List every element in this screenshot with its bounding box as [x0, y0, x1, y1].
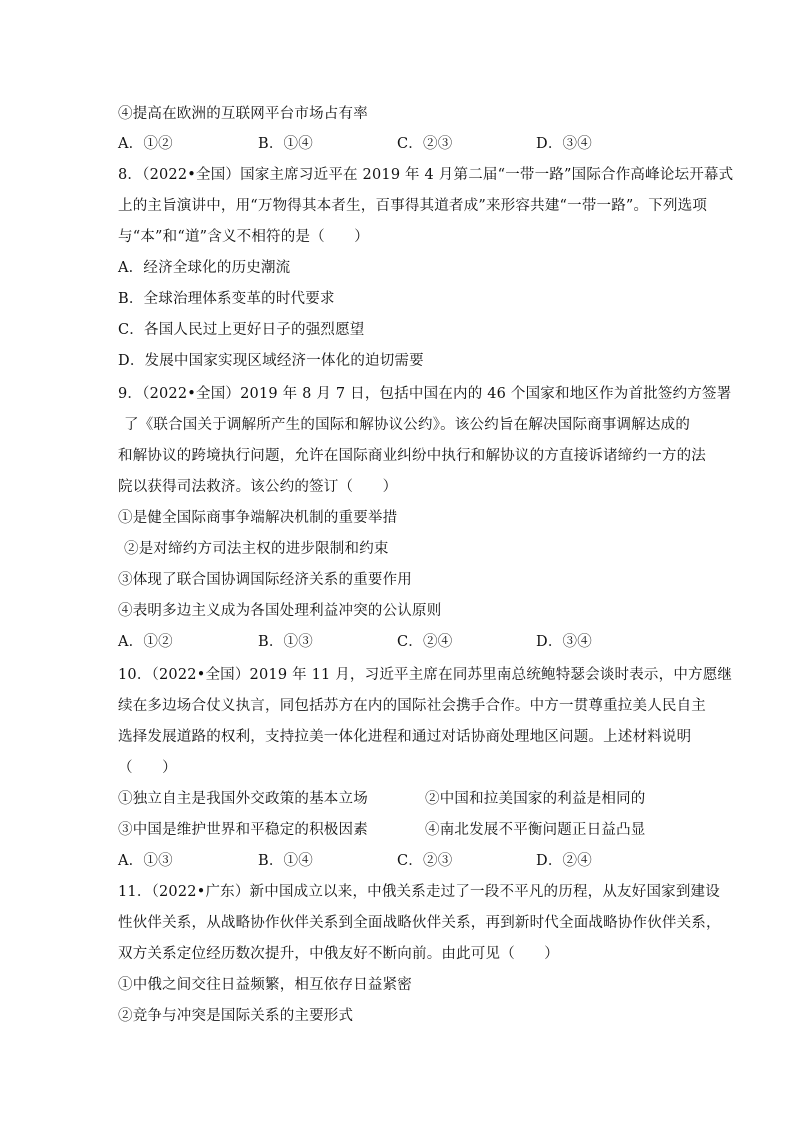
- q10-stem-line-2: 续在多边场合仗义执言，同包括苏方在内的国际社会携手合作。中方一贯尊重拉美人民自主: [118, 698, 706, 714]
- q9-option-b[interactable]: B．①③: [258, 634, 313, 650]
- q9-option-d[interactable]: D．③④: [536, 634, 592, 650]
- q9-item-3: ③体现了联合国协调国际经济关系的重要作用: [118, 572, 412, 588]
- q8-stem-line-1: 8．（2022•全国）国家主席习近平在 2019 年 4 月第二届“一带一路”国际合作高峰论坛开幕式: [118, 167, 734, 183]
- q8-stem-line-2: 上的主旨演讲中，用“万物得其本者生，百事得其道者成”来形容共建“一带一路”。下列选项: [118, 198, 708, 214]
- q9-item-2: ②是对缔约方司法主权的进步限制和约束: [124, 541, 389, 557]
- q9-option-a[interactable]: A．①②: [118, 634, 173, 650]
- q7-option-a[interactable]: A．①②: [118, 136, 173, 152]
- q7-option-b[interactable]: B．①④: [258, 136, 313, 152]
- q7-item-4: ④提高在欧洲的互联网平台市场占有率: [118, 106, 368, 122]
- q8-choice-b[interactable]: B．全球治理体系变革的时代要求: [118, 291, 335, 307]
- q8-stem-line-3: 与“本”和“道”含义不相符的是（ ）: [118, 229, 369, 245]
- q9-stem-line-2: 了《联合国关于调解所产生的国际和解协议公约》。该公约旨在解决国际商事调解达成的: [124, 417, 691, 433]
- q11-stem-line-3: 双方关系定位经历数次提升，中俄友好不断向前。由此可见（ ）: [118, 946, 559, 962]
- q8-choice-a[interactable]: A．经济全球化的历史潮流: [118, 260, 291, 276]
- q10-item-2: ②中国和拉美国家的利益是相同的: [425, 791, 646, 807]
- q10-option-c[interactable]: C．②③: [397, 853, 453, 869]
- q10-option-b[interactable]: B．①④: [258, 853, 313, 869]
- q11-stem-line-2: 性伙伴关系，从战略协作伙伴关系到全面战略伙伴关系，再到新时代全面战略协作伙伴关系，: [118, 915, 721, 931]
- q9-stem-line-4: 院以获得司法救济。该公约的签订（ ）: [118, 479, 398, 495]
- q9-item-4: ④表明多边主义成为各国处理利益冲突的公认原则: [118, 603, 442, 619]
- q11-item-2: ②竞争与冲突是国际关系的主要形式: [118, 1008, 354, 1024]
- q7-option-c[interactable]: C．②③: [397, 136, 453, 152]
- q10-item-3: ③中国是维护世界和平稳定的积极因素: [118, 822, 368, 838]
- q10-item-4: ④南北发展不平衡问题正日益凸显: [425, 822, 646, 838]
- q9-stem-line-3: 和解协议的跨境执行问题，允许在国际商业纠纷中执行和解协议的方直接诉诸缔约一方的法: [118, 448, 706, 464]
- q8-choice-d[interactable]: D．发展中国家实现区域经济一体化的迫切需要: [118, 353, 424, 369]
- q10-item-1: ①独立自主是我国外交政策的基本立场: [118, 791, 368, 807]
- q10-option-d[interactable]: D．②④: [536, 853, 592, 869]
- q10-stem-line-1: 10．（2022•全国）2019 年 11 月，习近平主席在同苏里南总统鲍特瑟会谈时表示，中方愿继: [118, 667, 733, 683]
- q9-stem-line-1: 9．（2022•全国）2019 年 8 月 7 日，包括中国在内的 46 个国家和地区作为首批签约方签署: [118, 386, 732, 402]
- q10-stem-line-4: （ ）: [118, 760, 177, 776]
- q11-stem-line-1: 11．（2022•广东）新中国成立以来，中俄关系走过了一段不平凡的历程，从友好国家到建设: [118, 884, 720, 900]
- q11-item-1: ①中俄之间交往日益频繁，相互依存日益紧密: [118, 977, 412, 993]
- q10-stem-line-3: 选择发展道路的权利，支持拉美一体化进程和通过对话协商处理地区问题。上述材料说明: [118, 729, 692, 745]
- q8-choice-c[interactable]: C．各国人民过上更好日子的强烈愿望: [118, 322, 365, 338]
- q7-option-d[interactable]: D．③④: [536, 136, 592, 152]
- q9-item-1: ①是健全国际商事争端解决机制的重要举措: [118, 510, 398, 526]
- q9-option-c[interactable]: C．②④: [397, 634, 453, 650]
- q10-option-a[interactable]: A．①③: [118, 853, 173, 869]
